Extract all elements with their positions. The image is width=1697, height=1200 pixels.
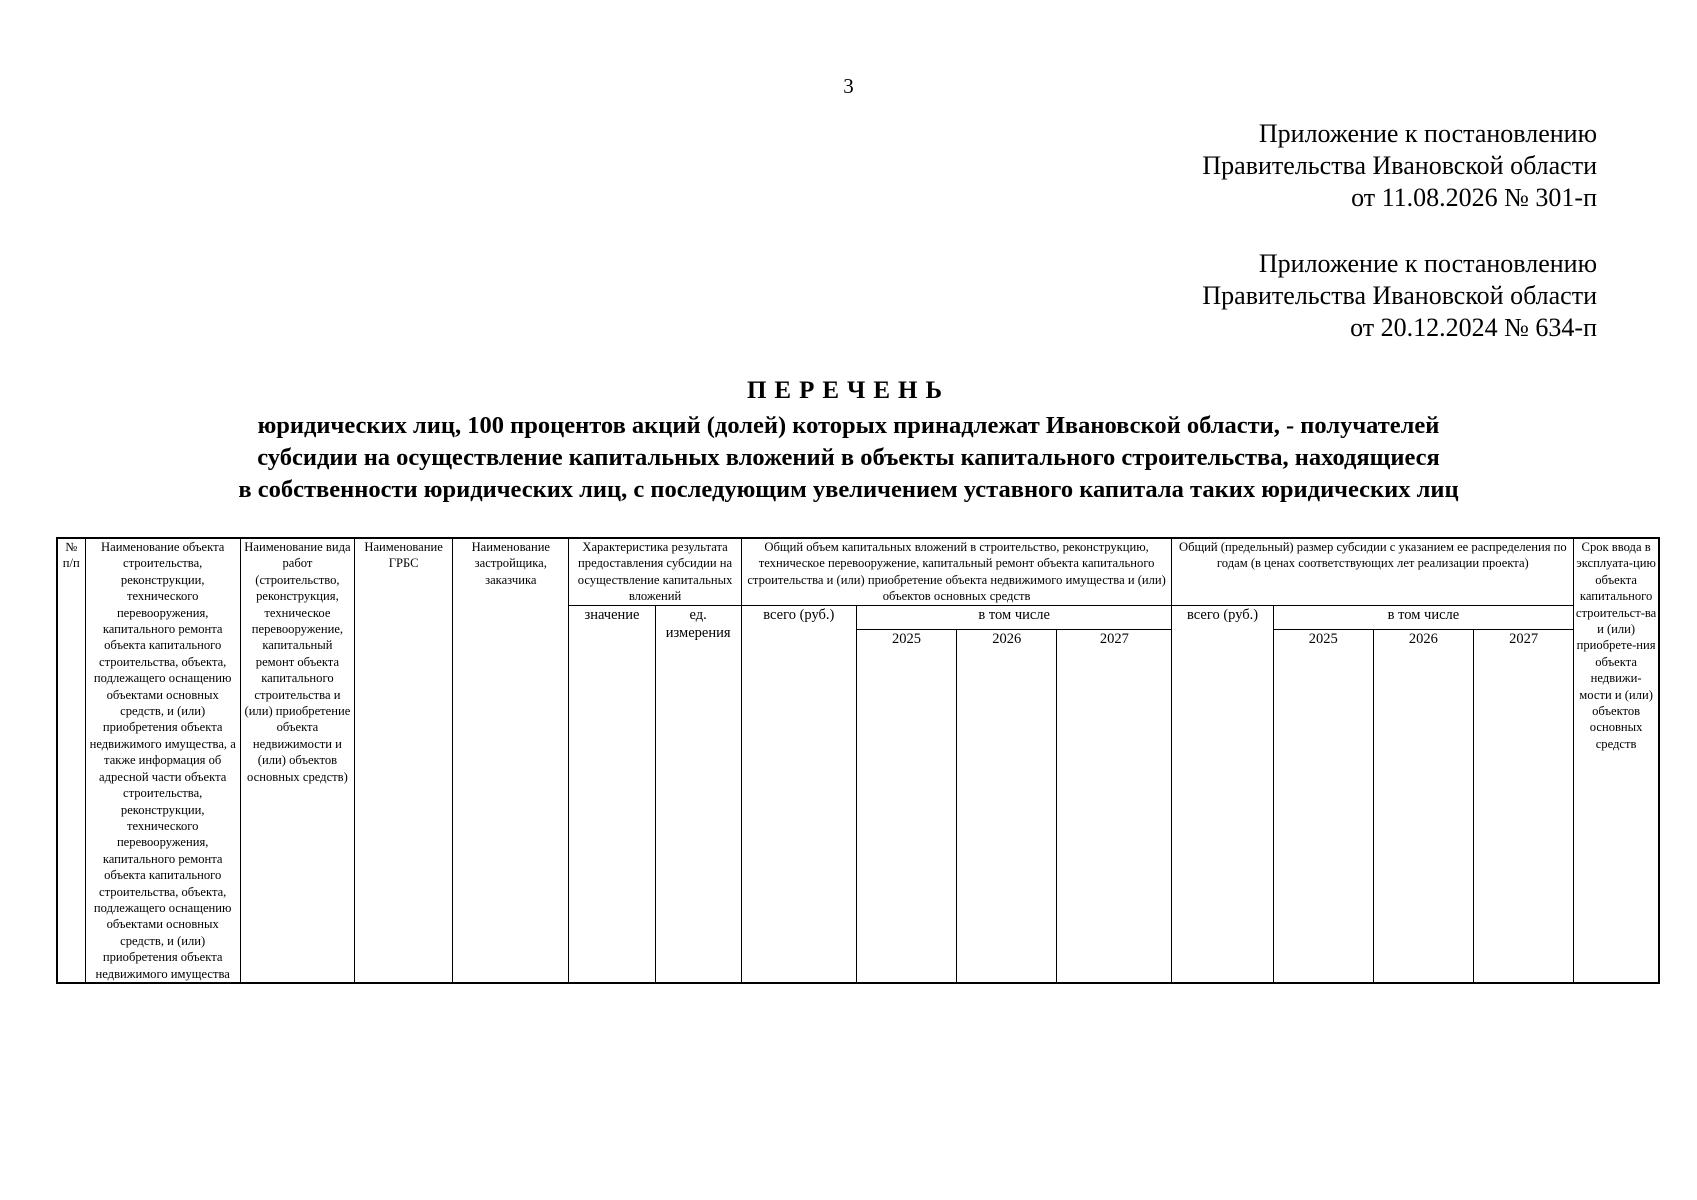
header-subsidy-year: 2027: [1474, 630, 1574, 983]
document-subtitle: [60, 410, 1637, 506]
header-investments-total: всего (руб.): [741, 605, 856, 983]
header-object-name: Наименование объекта строительства, реконструкции, технического перевооружения, капитального ремонта объекта капитального строительства, объекта, подлежащего оснащению объектами основных средств, и (или) приобретения объекта недвижимого имущества, а также информация об адресной части объекта строительства, реконструкции, технического перевооружения, капитального ремонта объекта капитального строительства, объекта, подлежащего оснащению объектами основных средств, и (или) приобретения объекта недвижимого имущества: [85, 538, 240, 983]
header-work-type: Наименование вида работ (строительство, реконструкция, техническое перевооружение, капитальный ремонт объекта капитального строительства и (или) приобретение объекта недвижимости и (или) объектов основных средств): [240, 538, 354, 983]
header-investments-year: 2025: [856, 630, 956, 983]
appendix-line: Правительства Ивановской области: [1202, 151, 1597, 180]
header-investments-year: 2027: [1057, 630, 1172, 983]
header-grbs: Наименование ГРБС: [355, 538, 453, 983]
header-commissioning-deadline: Срок ввода в эксплуата-цию объекта капитального строительст-ва и (или) приобрете-ния объекта недвижи-мости и (или) объектов основных средств: [1574, 538, 1659, 983]
header-subsidy-year: 2025: [1273, 630, 1373, 983]
page-number: 3: [843, 74, 854, 98]
recipients-table: [56, 537, 1660, 984]
header-subsidy-size: Общий (предельный) размер субсидии с указанием ее распределения по годам (в ценах соответствующих лет реализации проекта): [1172, 538, 1574, 605]
document-title: ПЕРЕЧЕНЬ: [746, 377, 951, 404]
subtitle-line: в собственности юридических лиц, с последующим увеличением уставного капитала таких юридических лиц: [238, 476, 1459, 503]
appendix-line: от 20.12.2024 № 634-п: [1350, 313, 1597, 342]
appendix-header-current: [897, 118, 1597, 214]
appendix-line: Правительства Ивановской области: [1202, 281, 1597, 310]
appendix-header-original: [897, 248, 1597, 344]
header-subsidy-including: в том числе: [1273, 605, 1574, 630]
header-capital-investments: Общий объем капитальных вложений в строительство, реконструкцию, техническое перевооружение, капитальный ремонт объекта капитального строительства и (или) приобретение объекта недвижимого имущества и (или) объектов основных средств: [741, 538, 1172, 605]
header-result-characteristic: Характеристика результата предоставления субсидии на осуществление капитальных вложений: [569, 538, 741, 605]
subtitle-line: юридических лиц, 100 процентов акций (долей) которых принадлежат Ивановской области, - получателей: [257, 412, 1440, 439]
appendix-line: Приложение к постановлению: [1258, 119, 1597, 148]
header-result-unit: ед. измерения: [655, 605, 741, 983]
header-developer: Наименование застройщика, заказчика: [453, 538, 569, 983]
header-investments-year: 2026: [957, 630, 1057, 983]
header-result-value: значение: [569, 605, 655, 983]
header-investments-including: в том числе: [856, 605, 1172, 630]
appendix-line: от 11.08.2026 № 301-п: [1351, 183, 1597, 212]
header-subsidy-total: всего (руб.): [1172, 605, 1273, 983]
appendix-line: Приложение к постановлению: [1258, 249, 1597, 278]
subtitle-line: субсидии на осуществление капитальных вложений в объекты капитального строительства, находящиеся: [257, 444, 1440, 471]
header-num: № п/п: [57, 538, 85, 983]
header-subsidy-year: 2026: [1373, 630, 1473, 983]
